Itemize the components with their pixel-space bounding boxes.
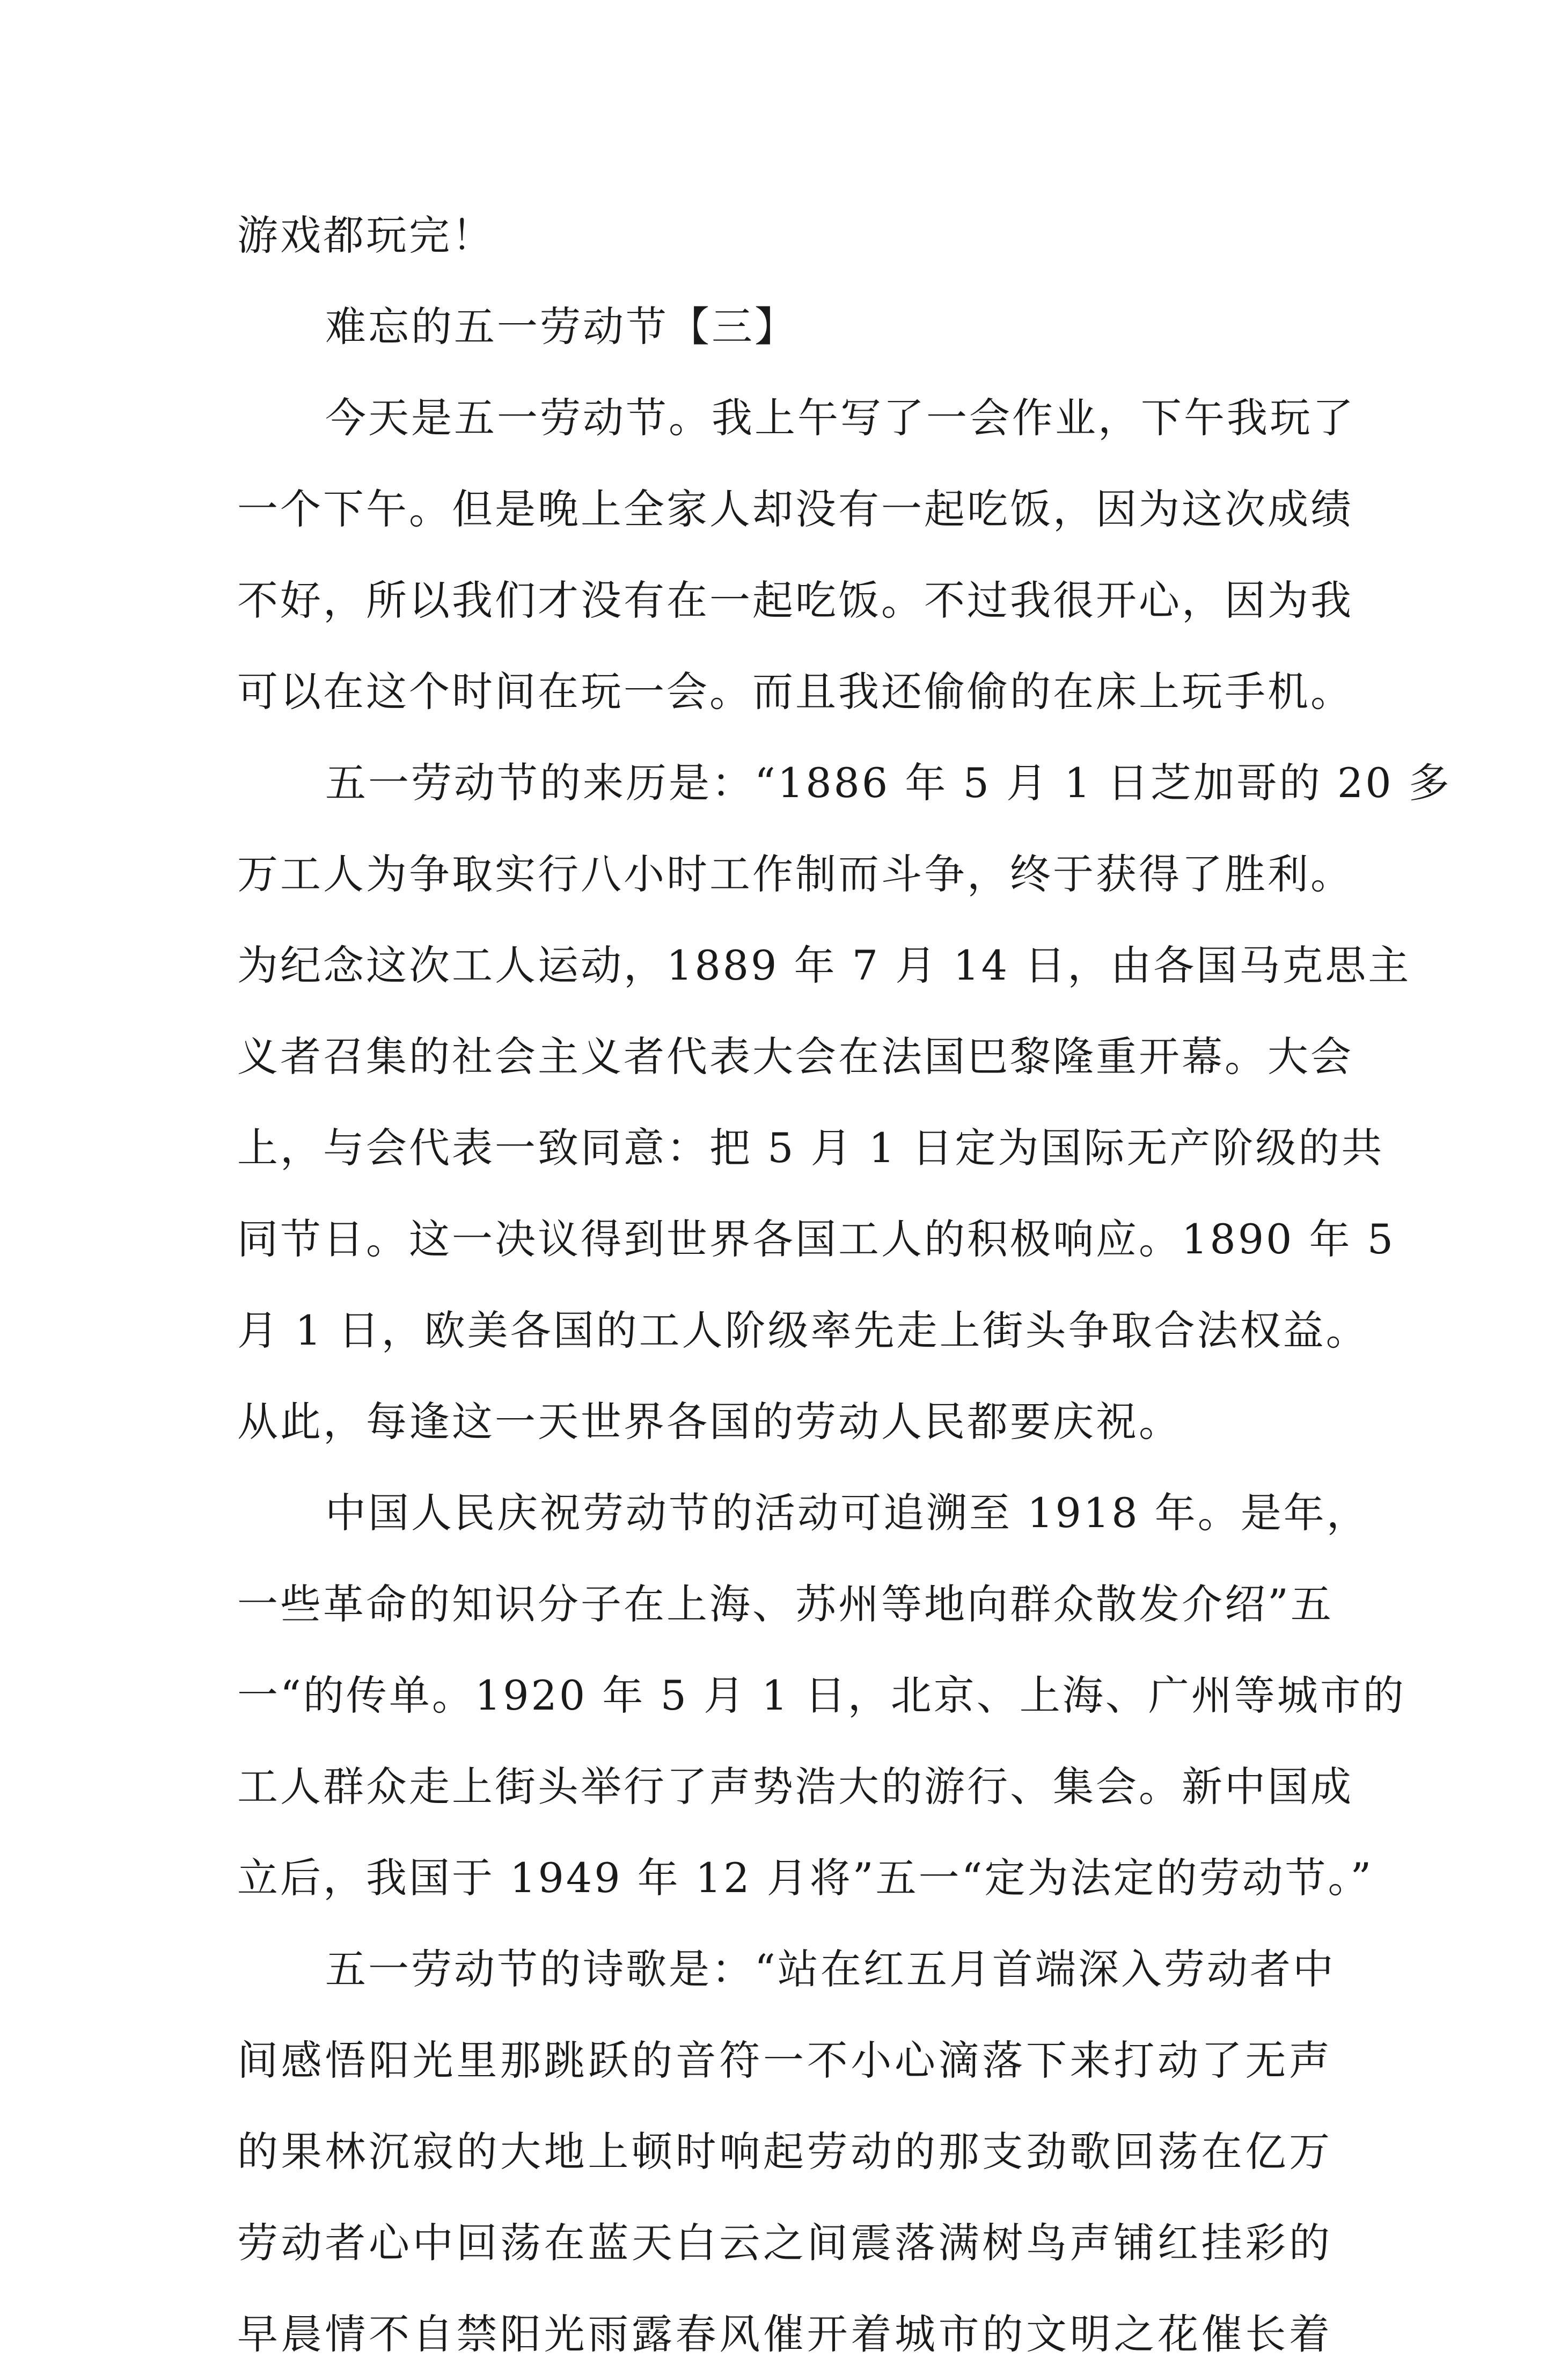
text-line: 不好，所以我们才没有在一起吃饭。不过我很开心，因为我	[237, 576, 1353, 624]
text-line: 上，与会代表一致同意：把 5 月 1 日定为国际无产阶级的共	[237, 1124, 1384, 1172]
text-line: 从此，每逢这一天世界各国的劳动人民都要庆祝。	[237, 1398, 1182, 1445]
text-line: 早晨情不自禁阳光雨露春风催开着城市的文明之花催长着	[237, 2310, 1332, 2358]
text-line: 的果林沉寂的大地上顿时响起劳动的那支劲歌回荡在亿万	[237, 2128, 1332, 2175]
text-line: 可以在这个时间在玩一会。而且我还偷偷的在床上玩手机。	[237, 668, 1353, 716]
text-line: 工人群众走上街头举行了声势浩大的游行、集会。新中国成	[237, 1763, 1353, 1810]
text-line: 五一劳动节的来历是：“1886 年 5 月 1 日芝加哥的 20 多	[325, 759, 1452, 807]
text-line: 万工人为争取实行八小时工作制而斗争，终于获得了胜利。	[237, 850, 1353, 898]
text-line: 立后，我国于 1949 年 12 月将”五一“定为法定的劳动节。”	[237, 1854, 1374, 1902]
section-heading: 难忘的五一劳动节【三】	[325, 303, 797, 351]
text-line: 中国人民庆祝劳动节的活动可追溯至 1918 年。是年，	[325, 1489, 1369, 1537]
text-line: 五一劳动节的诗歌是：“站在红五月首端深入劳动者中	[325, 1945, 1336, 1993]
text-line: 一“的传单。1920 年 5 月 1 日，北京、上海、广州等城市的	[237, 1671, 1406, 1719]
text-line: 今天是五一劳动节。我上午写了一会作业，下午我玩了	[325, 394, 1356, 442]
text-line: 游戏都玩完！	[237, 211, 495, 259]
text-line: 为纪念这次工人运动，1889 年 7 月 14 日，由各国马克思主	[237, 941, 1411, 989]
text-line: 间感悟阳光里那跳跃的音符一不小心滴落下来打动了无声	[237, 2036, 1332, 2084]
text-line: 一个下午。但是晚上全家人却没有一起吃饭，因为这次成绩	[237, 485, 1353, 533]
document-body	[237, 190, 1452, 2380]
text-line: 义者召集的社会主义者代表大会在法国巴黎隆重开幕。大会	[237, 1033, 1353, 1081]
text-line: 劳动者心中回荡在蓝天白云之间震落满树鸟声铺红挂彩的	[237, 2219, 1332, 2267]
text-line: 同节日。这一决议得到世界各国工人的积极响应。1890 年 5	[237, 1215, 1396, 1263]
text-line: 一些革命的知识分子在上海、苏州等地向群众散发介绍”五	[237, 1580, 1334, 1628]
text-line: 月 1 日，欧美各国的工人阶级率先走上街头争取合法权益。	[237, 1306, 1369, 1354]
